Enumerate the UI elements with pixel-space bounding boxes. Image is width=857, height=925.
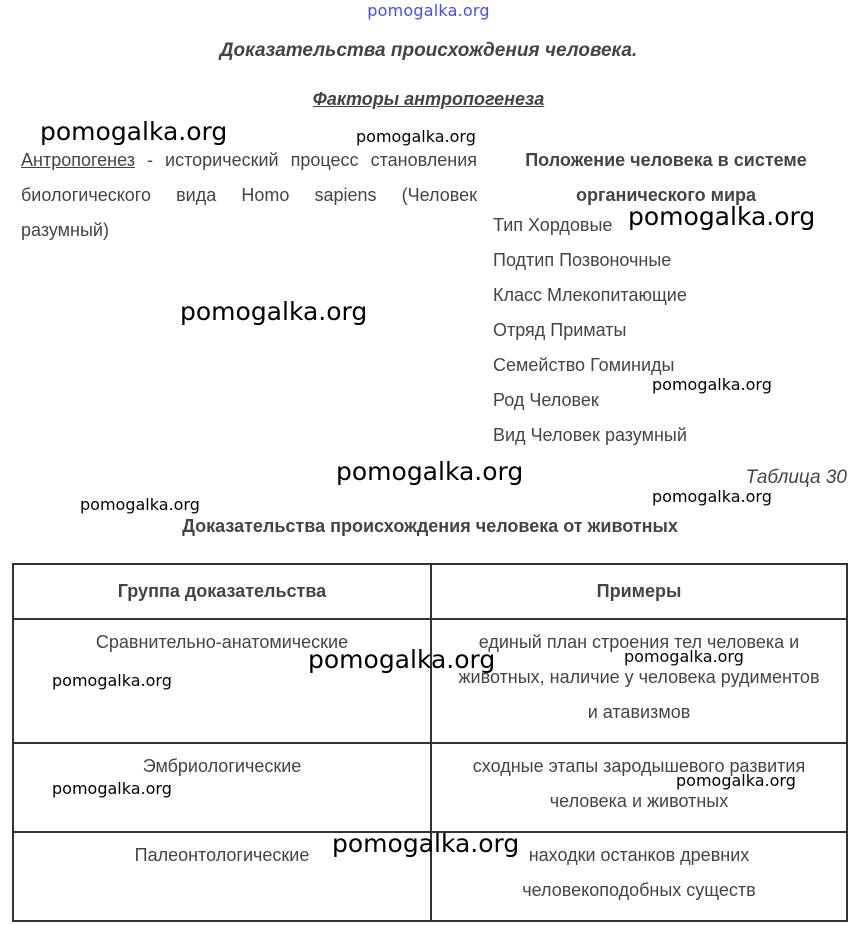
watermark-text: pomogalka.org <box>308 645 496 674</box>
watermark-text: pomogalka.org <box>332 829 520 858</box>
taxonomy-list <box>493 208 687 453</box>
watermark-text: pomogalka.org <box>180 297 368 326</box>
definition-term: Антропогенез <box>21 150 135 170</box>
anthropogenesis-definition <box>21 143 477 248</box>
evidence-table <box>12 563 848 922</box>
taxonomy-item-phylum: Тип Хордовые <box>493 215 613 235</box>
watermark-text: pomogalka.org <box>652 487 772 506</box>
watermark-text: pomogalka.org <box>628 202 816 231</box>
watermark-text: pomogalka.org <box>652 375 772 394</box>
watermark-text: pomogalka.org <box>676 771 796 790</box>
definition-text: - исторический процесс становления биологического вида Homo sapiens (Человек разумный) <box>21 150 477 240</box>
taxonomy-item-order: Отряд Приматы <box>493 320 627 340</box>
page-subtitle: Факторы антропогенеза <box>312 89 545 109</box>
table-title: Доказательства происхождения человека от животных <box>182 516 678 536</box>
watermark-text: pomogalka.org <box>356 127 476 146</box>
taxonomy-item-species: Вид Человек разумный <box>493 425 687 445</box>
taxonomy-item-subphylum: Подтип Позвоночные <box>493 250 672 270</box>
site-header-link[interactable]: pomogalka.org <box>367 1 490 20</box>
evidence-group-cell: Сравнительно-анатомические <box>13 619 431 743</box>
watermark-text: pomogalka.org <box>52 779 172 798</box>
taxonomy-item-family: Семейство Гоминиды <box>493 355 675 375</box>
table-caption: Таблица 30 <box>745 467 847 488</box>
watermark-text: pomogalka.org <box>80 495 200 514</box>
watermark-text: pomogalka.org <box>336 457 524 486</box>
evidence-group-cell: Эмбриологические <box>13 743 431 832</box>
taxonomy-item-class: Класс Млекопитающие <box>493 285 687 305</box>
table-header-row <box>13 564 847 619</box>
watermark-text: pomogalka.org <box>624 647 744 666</box>
watermark-text: pomogalka.org <box>52 671 172 690</box>
evidence-example-cell: находки останков древних человекоподобных существ <box>431 832 847 921</box>
column-header-group: Группа доказательства <box>13 564 431 619</box>
taxonomy-item-genus: Род Человек <box>493 390 599 410</box>
column-header-examples: Примеры <box>431 564 847 619</box>
evidence-group-cell: Палеонтологические <box>13 832 431 921</box>
evidence-example-cell: сходные этапы зародышевого развития человека и животных <box>431 743 847 832</box>
page-title: Доказательства происхождения человека. <box>219 40 638 61</box>
watermark-text: pomogalka.org <box>40 117 228 146</box>
system-position-heading: Положение человека в системе органического мира <box>525 150 807 205</box>
evidence-example-cell: единый план строения тел человека и животных, наличие у человека рудиментов и атавизмов <box>431 619 847 743</box>
